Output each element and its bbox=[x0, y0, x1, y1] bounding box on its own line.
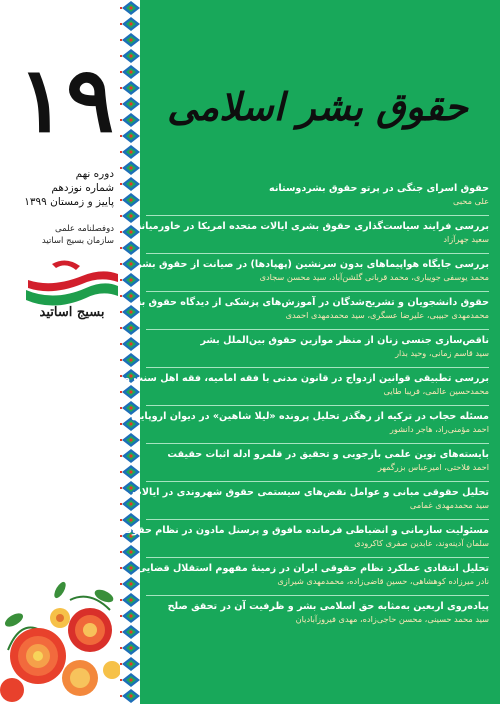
issue-no: شماره نوزدهم bbox=[51, 182, 114, 194]
article-authors: سید محمدمهدی غمامی bbox=[409, 500, 489, 510]
article-item bbox=[86, 292, 489, 330]
issue-number: ۱۹ bbox=[17, 47, 115, 153]
article-authors: نادر میرزاده کوهشاهی، حسین قاضی‌زاده، محمدمهدی شیرازی bbox=[277, 576, 489, 586]
ornamental-border bbox=[120, 0, 142, 704]
article-title: پیاده‌روی اربعین به‌مثابه حق اسلامی بشر و ظرفیت آن در تحقق صلح bbox=[167, 601, 489, 612]
journal-title: حقوق بشر اسلامی bbox=[167, 84, 468, 129]
basij-asatid-logo bbox=[22, 250, 122, 320]
article-authors: محمدحسین عالمی، فریبا طایی bbox=[383, 386, 489, 396]
article-title: حقوق دانشجویان و تشریح‌شدگان در آموزش‌های پزشکی از دیدگاه حقوق بشر اسلامی bbox=[86, 297, 489, 308]
article-item bbox=[69, 482, 489, 520]
article-authors: محمدمهدی حبیبی، علیرضا عسگری، سید محمدمهدی احمدی bbox=[285, 310, 489, 320]
article-authors: احمد فلاحتی، امیرعباس بزرگمهر bbox=[377, 462, 489, 472]
article-title: تحلیل حقوقی مبانی و عوامل نقض‌های سیستمی حقوق شهروندی در ایالات متحده امریکا bbox=[69, 487, 489, 498]
left-panel bbox=[0, 0, 122, 704]
article-title: بایسته‌های نوین علمی بازجویی و تحقیق در قلمرو ادله اثبات حقیقت bbox=[167, 449, 489, 460]
logo-text: بسیج اساتید bbox=[39, 305, 105, 320]
journal-type-line: دوفصلنامه علمی bbox=[55, 224, 114, 234]
article-item bbox=[136, 254, 489, 292]
article-authors: محمد یوسفی جویباری، محمد قربانی گلشن‌آباد، سید محسن سجادی bbox=[259, 272, 489, 282]
issue-volume: دوره نهم bbox=[75, 168, 114, 180]
publisher-line: سازمان بسیج اساتید bbox=[41, 236, 114, 246]
article-item bbox=[146, 178, 489, 216]
flower-decoration bbox=[0, 560, 122, 704]
article-item bbox=[68, 368, 489, 406]
article-title: مسئولیت سازمانی و انضباطی فرمانده مافوق و پرسنل مادون در نظام حقوقی ایران bbox=[88, 525, 489, 536]
article-item bbox=[76, 406, 489, 444]
journal-type bbox=[0, 223, 114, 247]
issue-season: پاییز و زمستان ۱۳۹۹ bbox=[24, 196, 114, 208]
article-item bbox=[146, 444, 489, 482]
article-title: بررسی جایگاه هواپیماهای بدون سرنشین (پهپادها) در صیانت از حقوق بشر bbox=[136, 259, 489, 270]
article-title: حقوق اسرای جنگی در پرتو حقوق بشردوستانه bbox=[269, 183, 489, 194]
article-title: بررسی فرایند سیاست‌گذاری حقوق بشری ایالات متحده امریکا در خاورمیانه bbox=[135, 221, 489, 232]
article-authors: علی محبی bbox=[453, 196, 489, 206]
article-item bbox=[135, 216, 489, 254]
article-item bbox=[88, 520, 489, 558]
article-authors: سید قاسم زمانی، وحید بذار bbox=[395, 348, 489, 358]
article-authors: سعید جهرآزاد bbox=[443, 234, 489, 244]
article-authors: احمد مؤمنی‌راد، هاجر دانشور bbox=[389, 424, 489, 434]
article-item bbox=[136, 558, 489, 596]
article-item bbox=[146, 596, 489, 634]
issue-info bbox=[0, 167, 114, 209]
article-title: ناقص‌سازی جنسی زنان از منظر موازین حقوق بین‌الملل بشر bbox=[200, 335, 489, 346]
article-title: مسئله حجاب در ترکیه از رهگذر تحلیل پرونده «لیلا شاهین» در دیوان اروپایی حقوق بشر bbox=[76, 411, 489, 422]
article-title: بررسی تطبیقی قوانین ازدواج در قانون مدنی با فقه امامیه، فقه اهل سنت و قانون مصر bbox=[68, 373, 489, 384]
article-authors: سید محمد حسینی، محسن حاجی‌زاده، مهدی فیروزآبادیان bbox=[295, 614, 489, 624]
article-item bbox=[146, 330, 489, 368]
article-authors: سلمان آدینه‌وند، عابدین صفری کاکرودی bbox=[354, 538, 489, 548]
article-title: تحلیل انتقادی عملکرد نظام حقوقی ایران در زمینهٔ مفهوم استقلال قضایی bbox=[136, 563, 489, 574]
